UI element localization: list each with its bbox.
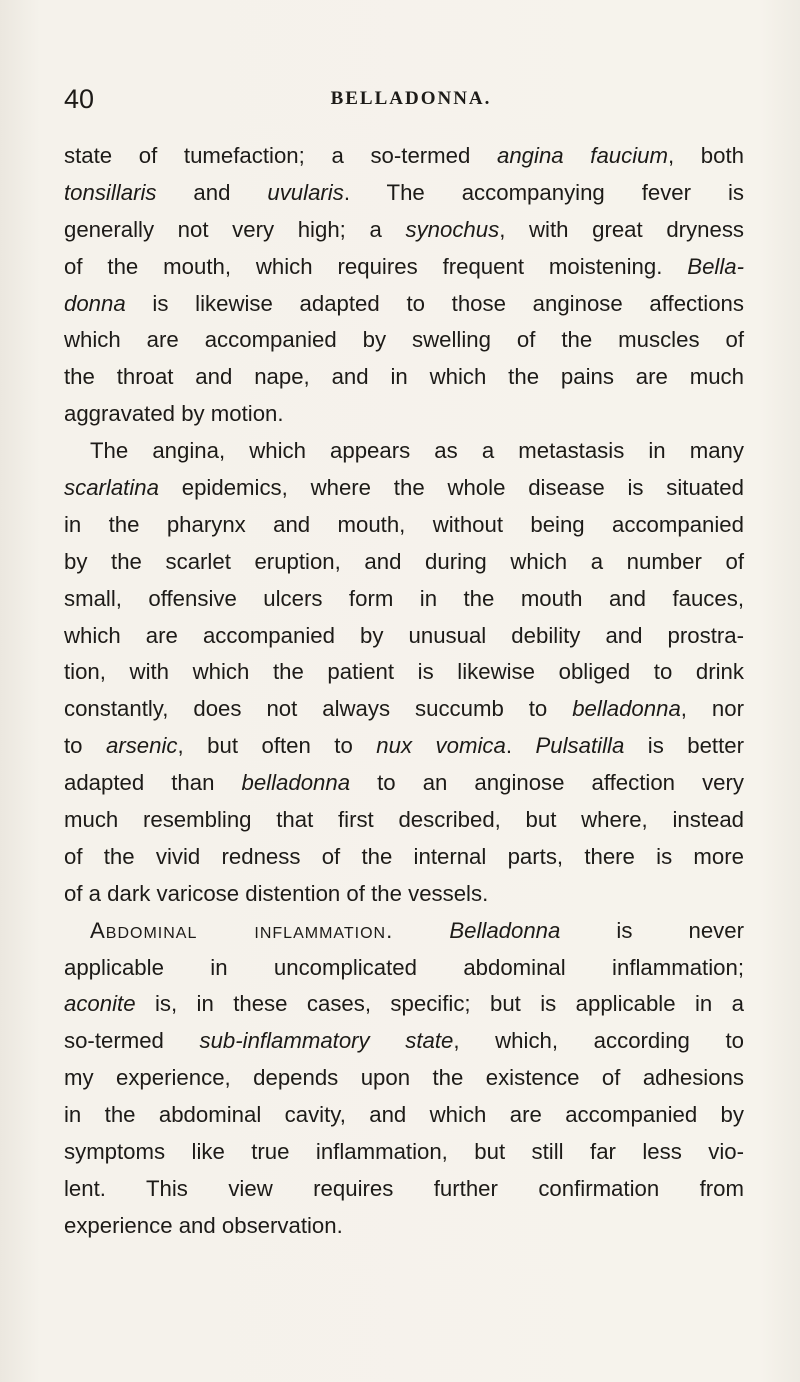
text-line <box>64 322 744 359</box>
text-line <box>64 691 744 728</box>
running-head: BELLADONNA. <box>330 88 492 109</box>
text-run: lent. This view requires further confirmation from <box>64 1175 744 1201</box>
text-run: and <box>156 179 268 205</box>
text-line <box>64 950 744 987</box>
text-line <box>64 433 744 470</box>
text-line <box>64 507 744 544</box>
italic-text: aconite <box>64 991 136 1017</box>
text-run: small, offensive ulcers form in the mouth and fauces, <box>64 585 744 611</box>
text-line <box>64 1060 744 1097</box>
text-run: constantly, does not always succumb to <box>64 696 573 722</box>
page-header <box>64 84 744 120</box>
text-run: so-termed <box>64 1028 200 1054</box>
text-run: in the abdominal cavity, and which are accompanied by <box>64 1102 744 1128</box>
text-run: of the mouth, which requires frequent moistening. <box>64 253 688 279</box>
text-line <box>64 765 744 802</box>
text-run: adapted than <box>64 770 242 796</box>
text-run: to an anginose affection very <box>350 770 744 796</box>
section-heading-text: Abdominal inflammation. <box>90 917 394 943</box>
text-run: , both <box>667 143 744 168</box>
text-run: of a dark varicose distention of the vessels. <box>64 880 489 906</box>
text-line <box>64 728 744 765</box>
text-line <box>64 618 744 655</box>
text-line <box>64 1023 744 1060</box>
italic-text: donna <box>64 290 126 316</box>
text-run: . The accompanying fever is <box>343 179 744 205</box>
text-line <box>64 359 744 396</box>
italic-text: belladonna <box>572 696 681 722</box>
text-run: is likewise adapted to those anginose affections <box>125 290 744 316</box>
text-run: my experience, depends upon the existence of adhesions <box>64 1065 744 1091</box>
text-line <box>64 212 744 249</box>
text-run: applicable in uncomplicated abdominal inflammation; <box>64 954 744 980</box>
text-run: is never <box>560 917 744 943</box>
italic-text: belladonna <box>241 770 351 796</box>
italic-text: scarlatina <box>64 475 159 501</box>
italic-text: sub-inflammatory state <box>199 1028 454 1054</box>
text-run: symptoms like true inflammation, but still far less vio- <box>64 1139 744 1165</box>
italic-text: Bella- <box>687 253 744 279</box>
text-run: aggravated by motion. <box>64 401 284 427</box>
text-line <box>64 470 744 507</box>
text-run: , but often to <box>177 733 377 759</box>
text-run: by the scarlet eruption, and during which a number of <box>64 548 744 574</box>
text-line <box>64 913 744 950</box>
text-run: experience and observation. <box>64 1212 343 1238</box>
text-run: the throat and nape, and in which the pains are much <box>64 364 744 390</box>
text-run: which are accompanied by swelling of the muscles of <box>64 327 744 353</box>
text-run: The angina, which appears as a metastasis in many <box>90 438 744 464</box>
text-run: . <box>505 733 536 759</box>
text-run: is, in these cases, specific; but is applicable in a <box>135 991 744 1017</box>
text-line <box>64 1134 744 1171</box>
text-run: much resembling that first described, but where, instead <box>64 807 744 833</box>
text-line <box>64 138 744 175</box>
text-line <box>64 581 744 618</box>
text-run: to <box>64 733 106 759</box>
text-run: , nor <box>680 696 744 722</box>
text-line <box>64 654 744 691</box>
text-run <box>393 918 449 943</box>
italic-text: uvularis <box>267 179 344 205</box>
italic-text: angina faucium <box>497 143 668 168</box>
text-line <box>64 1097 744 1134</box>
text-run: of the vivid redness of the internal parts, there is more <box>64 843 744 869</box>
text-line <box>64 839 744 876</box>
italic-text: Belladonna <box>449 917 561 943</box>
text-line <box>64 802 744 839</box>
text-line <box>64 396 744 433</box>
text-line <box>64 175 744 212</box>
text-line <box>64 249 744 286</box>
italic-text: synochus <box>405 216 500 242</box>
text-line <box>64 286 744 323</box>
text-run: generally not very high; a <box>64 216 406 242</box>
italic-text: nux vomica <box>376 733 506 759</box>
italic-text: tonsillaris <box>64 179 157 205</box>
italic-text: arsenic <box>105 733 178 759</box>
page-number: 40 <box>64 84 95 114</box>
text-run: which are accompanied by unusual debility and prostra- <box>64 622 744 648</box>
text-line <box>64 986 744 1023</box>
text-run: , with great dryness <box>499 216 745 242</box>
text-run: state of tumefaction; a so-termed <box>64 143 497 168</box>
text-run: , which, according to <box>453 1028 744 1054</box>
text-run: is better <box>624 733 744 759</box>
text-line <box>64 876 744 913</box>
italic-text: Pulsatilla <box>535 733 625 759</box>
text-run: tion, with which the patient is likewise obliged to drink <box>64 659 744 685</box>
text-line <box>64 1208 744 1245</box>
text-run: epidemics, where the whole disease is situated <box>158 475 744 501</box>
text-line <box>64 1171 744 1208</box>
body-text <box>64 138 744 1245</box>
text-line <box>64 544 744 581</box>
text-run: in the pharynx and mouth, without being accompanied <box>64 511 744 537</box>
